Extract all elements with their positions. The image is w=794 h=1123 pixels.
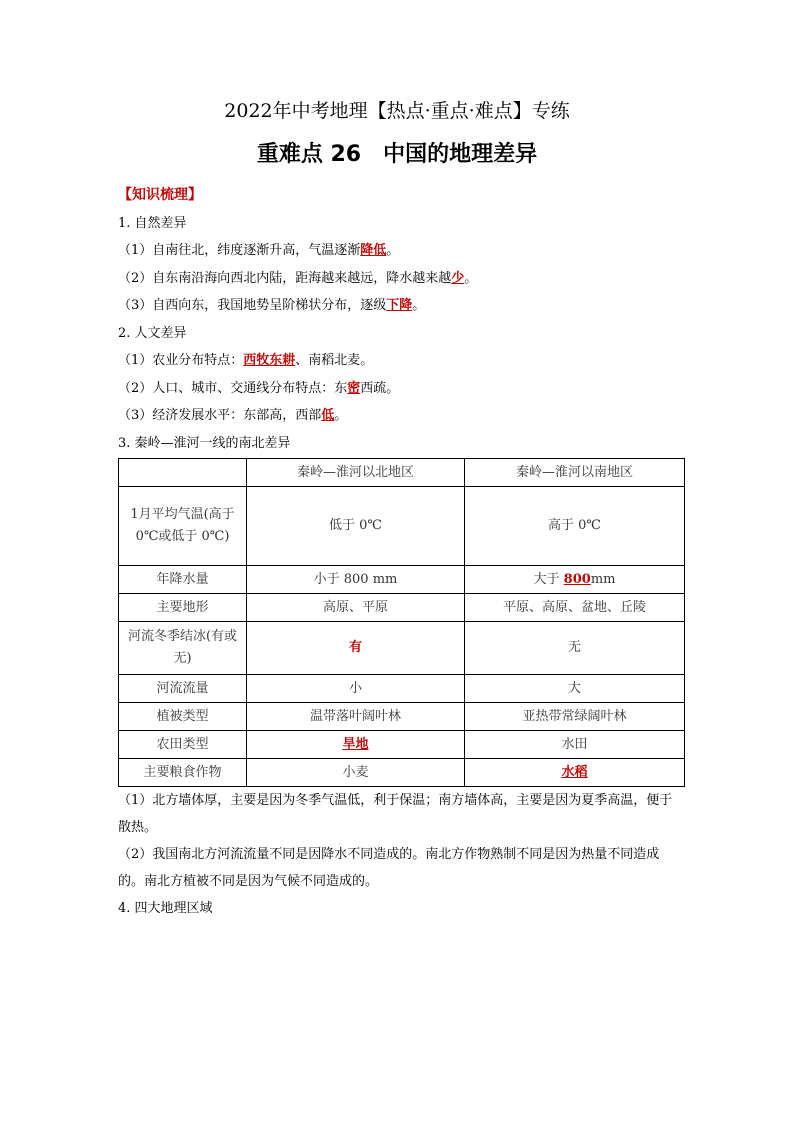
human-item-3-end: 。 (334, 408, 348, 423)
section-header: 【知识梳理】 (118, 187, 202, 203)
human-item-3-text: （3）经济发展水平：东部高，西部 (118, 408, 322, 423)
human-item-2-keyword: 密 (347, 380, 361, 396)
human-item-3-keyword: 低 (321, 408, 335, 423)
human-item-1-keyword: 西牧东耕 (243, 353, 296, 368)
table-row (119, 731, 685, 759)
cell-south: 无 (465, 622, 685, 675)
qinling-note-2: （2）我国南北方河流流量不同是因降水不同造成的。南北方作物熟制不同是因为热量不同造成的。南北方植被不同是因为气候不同造成的。 (118, 847, 660, 889)
cell-north: 小于 800 mm (247, 566, 465, 594)
human-item-1-end: 、南稻北麦。 (295, 353, 374, 368)
cell-south: 亚热带常绿阔叶林 (465, 703, 685, 731)
cell-north: 低于 0℃ (247, 487, 465, 566)
row-label: 河流流量 (119, 675, 247, 703)
cell-north: 小麦 (247, 759, 465, 787)
cell-north: 有 (247, 622, 465, 675)
nature-item-1 (118, 237, 684, 265)
cell-south-unit: mm (590, 571, 616, 587)
nature-item-2-end: 。 (464, 270, 478, 286)
cell-north: 高原、平原 (247, 594, 465, 622)
row-label: 年降水量 (119, 566, 247, 594)
nature-item-1-end: 。 (386, 243, 400, 258)
nature-item-3 (118, 292, 684, 320)
cell-north: 温带落叶阔叶林 (247, 703, 465, 731)
cell-south-keyword: 水稻 (561, 764, 588, 780)
cell-south: 水田 (465, 731, 685, 759)
nature-item-2 (118, 265, 684, 293)
col-header-north: 秦岭—淮河以北地区 (247, 459, 465, 487)
cell-south: 高于 0℃ (465, 487, 685, 566)
table-row (119, 703, 685, 731)
north-south-table (118, 458, 685, 787)
nature-item-2-keyword: 少 (451, 270, 465, 286)
human-heading: 2. 人文差异 (118, 325, 187, 341)
cell-south (465, 759, 685, 787)
cell-north-keyword: 旱地 (342, 736, 369, 752)
qinling-heading: 3. 秦岭—淮河一线的南北差异 (118, 435, 291, 451)
table-row (119, 759, 685, 787)
row-label: 河流冬季结冰(有或无) (119, 622, 247, 675)
nature-item-3-text: （3）自西向东，我国地势呈阶梯状分布，逐级 (118, 298, 387, 313)
table-row (119, 675, 685, 703)
nature-item-1-keyword: 降低 (360, 243, 387, 258)
row-label: 1月平均气温(高于 0℃或低于 0℃) (119, 487, 247, 566)
nature-item-2-text: （2）自东南沿海向西北内陆，距海越来越远，降水越来越 (118, 270, 452, 286)
regions-heading: 4. 四大地理区域 (118, 901, 213, 916)
document-body (118, 182, 684, 923)
human-item-2 (118, 375, 684, 403)
human-item-1 (118, 347, 684, 375)
table-row (119, 594, 685, 622)
row-label: 主要粮食作物 (119, 759, 247, 787)
document-subtitle (0, 140, 794, 170)
table-row (119, 566, 685, 594)
cell-south: 平原、高原、盆地、丘陵 (465, 594, 685, 622)
row-label: 植被类型 (119, 703, 247, 731)
nature-item-1-text: （1）自南往北，纬度逐渐升高，气温逐渐 (118, 243, 361, 258)
nature-heading: 1. 自然差异 (118, 215, 187, 231)
row-label: 农田类型 (119, 731, 247, 759)
cell-north: 小 (247, 675, 465, 703)
cell-south (465, 566, 685, 594)
human-item-2-text: （2）人口、城市、交通线分布特点：东 (118, 380, 348, 396)
human-item-3 (118, 402, 684, 430)
cell-south-text: 大于 (533, 571, 564, 587)
subtitle-text: 中国的地理差异 (383, 142, 538, 167)
row-label: 主要地形 (119, 594, 247, 622)
table-row (119, 487, 685, 566)
col-header-south: 秦岭—淮河以南地区 (465, 459, 685, 487)
document-title: 2022年中考地理【热点·重点·难点】专练 (224, 100, 570, 122)
human-item-2-end: 西疏。 (360, 380, 400, 396)
nature-item-3-end: 。 (412, 298, 426, 313)
cell-north (247, 731, 465, 759)
cell-south: 大 (465, 675, 685, 703)
qinling-note-1: （1）北方墙体厚，主要是因为冬季气温低，利于保温；南方墙体高，主要是因为夏季高温，便于散热。 (118, 793, 673, 835)
cell-south-keyword: 800 (563, 571, 591, 587)
subtitle-number: 重难点 26 (256, 142, 362, 167)
table-header-row (119, 459, 685, 487)
nature-item-3-keyword: 下降 (386, 298, 413, 313)
table-corner-cell (119, 459, 247, 487)
human-item-1-text: （1）农业分布特点： (118, 353, 244, 368)
table-row (119, 622, 685, 675)
